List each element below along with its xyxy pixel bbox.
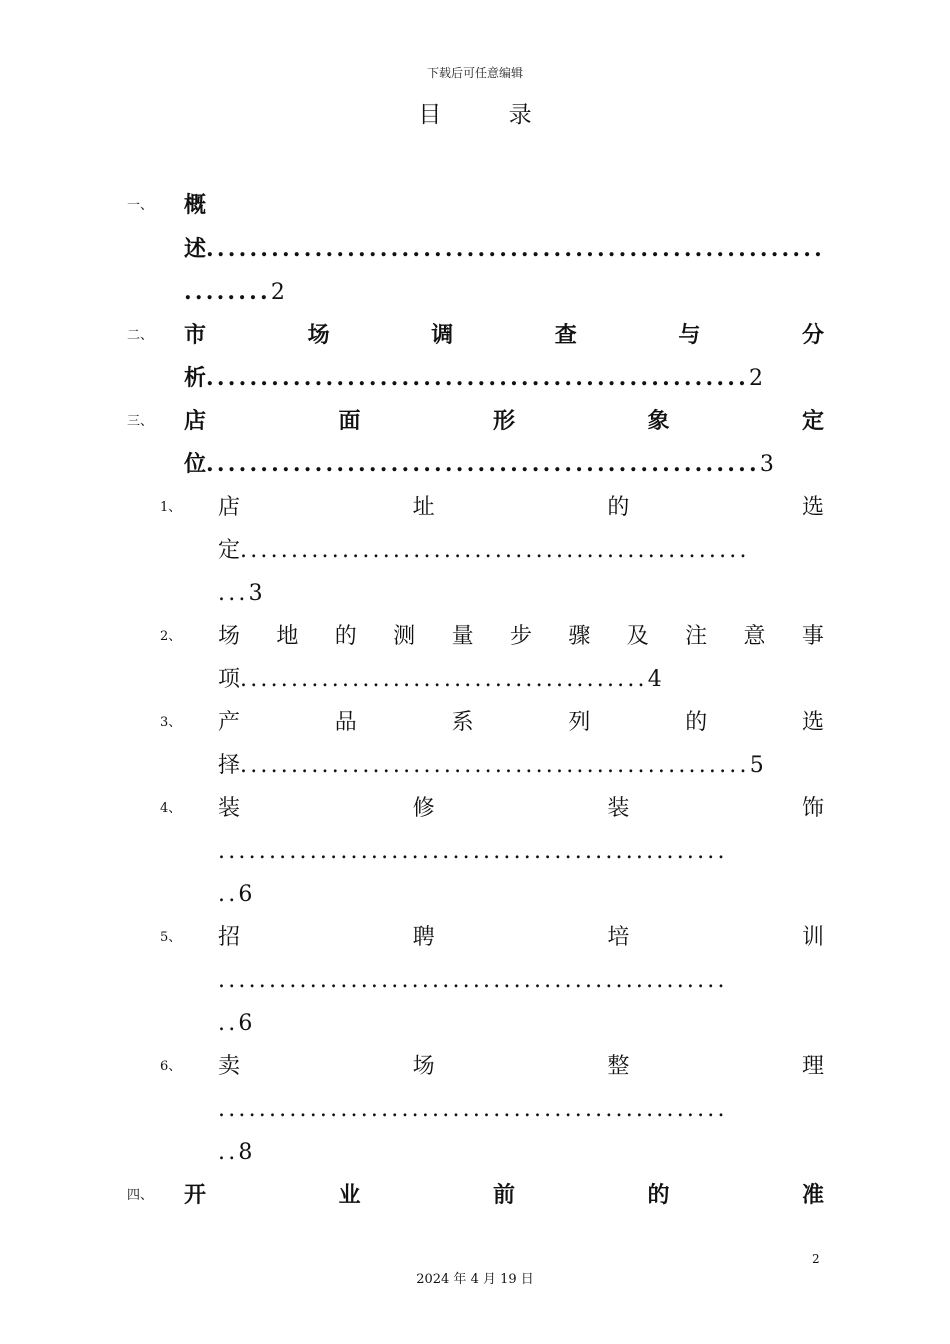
toc-title-char: 面 — [338, 408, 361, 434]
toc-title-char: 前 — [492, 1182, 515, 1208]
toc-leader-line[interactable] — [218, 1088, 728, 1131]
toc-leader-line[interactable] — [218, 959, 728, 1002]
toc-title-cont: 析 — [184, 365, 207, 391]
toc-title-char: 品 — [334, 710, 357, 735]
toc-title-char: 的 — [334, 624, 357, 649]
toc-page-number: 2 — [270, 280, 285, 305]
toc-title-char: 概 — [184, 192, 207, 218]
toc-title-char: 地 — [276, 624, 299, 649]
toc-leader-line[interactable] — [218, 873, 252, 916]
toc-leader-dots: ........ — [184, 279, 271, 305]
toc-title-char: 象 — [647, 408, 670, 434]
toc-title-char: 的 — [647, 1182, 670, 1208]
toc-title-char: 选 — [801, 710, 824, 735]
toc-leader-line[interactable] — [218, 529, 750, 572]
toc-title-char: 的 — [685, 710, 708, 735]
toc-title-line[interactable] — [184, 400, 824, 443]
toc-page-number: 6 — [238, 882, 253, 907]
toc-number: 3、 — [160, 715, 182, 730]
toc-title-char: 培 — [607, 925, 630, 950]
toc-number: 二、 — [127, 328, 154, 343]
toc-title-line[interactable] — [218, 916, 824, 959]
toc-title-char: 产 — [218, 710, 241, 735]
toc-leader-line[interactable] — [218, 1131, 252, 1174]
toc-title-char: 开 — [184, 1182, 207, 1208]
toc-leader-line[interactable] — [218, 744, 764, 787]
toc-title-char: 店 — [218, 495, 241, 520]
toc-leader-dots: .. — [218, 1011, 239, 1036]
toc-title-cont: 述 — [184, 236, 207, 262]
toc-page-number: 3 — [759, 452, 774, 477]
toc-title-char: 定 — [801, 408, 824, 434]
toc-title-char: 装 — [218, 796, 241, 821]
toc-title-char: 业 — [338, 1182, 361, 1208]
toc-number: 三、 — [127, 414, 154, 429]
toc-leader-dots: .. — [218, 1140, 239, 1165]
toc-page-number: 8 — [238, 1140, 253, 1165]
toc-title-char: 修 — [412, 796, 435, 821]
toc-title-line[interactable] — [218, 615, 824, 658]
toc-title-char: 调 — [431, 322, 454, 348]
toc-leader-dots: .................................................. — [240, 753, 750, 778]
toc-page-number: 2 — [748, 366, 763, 391]
toc-number: 四、 — [127, 1188, 154, 1203]
toc-title-char: 列 — [568, 710, 591, 735]
toc-title-char: 选 — [801, 495, 824, 520]
toc-title-char: 聘 — [412, 925, 435, 950]
footer-date: 2024 年 4 月 19 日 — [416, 1272, 534, 1287]
toc-title-char: 装 — [607, 796, 630, 821]
toc-title-line[interactable] — [218, 701, 824, 744]
toc-title-char: 饰 — [801, 796, 824, 821]
toc-title-char: 训 — [801, 925, 824, 950]
toc-leader-dots: ................................................... — [206, 451, 760, 477]
toc-number: 一、 — [127, 198, 154, 213]
toc-leader-line[interactable] — [218, 658, 662, 701]
toc-title-cont: 项 — [218, 667, 241, 692]
toc-number: 4、 — [160, 801, 182, 816]
toc-title-line[interactable] — [218, 787, 824, 830]
toc-title-line[interactable] — [218, 486, 824, 529]
toc-title-line[interactable] — [218, 1045, 824, 1088]
toc-title-char: 准 — [801, 1182, 824, 1208]
toc-title-cont: 位 — [184, 451, 207, 477]
toc-page-number: 6 — [238, 1011, 253, 1036]
toc-title-char: 分 — [801, 322, 824, 348]
toc-leader-dots: .................................................. — [218, 968, 728, 993]
toc-leader-line[interactable] — [184, 357, 763, 400]
toc-page-number: 4 — [647, 667, 662, 692]
toc-number: 1、 — [160, 500, 182, 515]
toc-title-char: 招 — [218, 925, 241, 950]
toc-page-number: 3 — [248, 581, 263, 606]
toc-number: 2、 — [160, 629, 182, 644]
toc-title-char: 测 — [393, 624, 416, 649]
toc-title-char: 卖 — [218, 1054, 241, 1079]
toc-title-char: 场 — [218, 624, 241, 649]
toc-page-number: 5 — [749, 753, 764, 778]
toc-number: 5、 — [160, 930, 182, 945]
toc-leader-line[interactable] — [218, 830, 728, 873]
toc-title-char: 店 — [184, 408, 207, 434]
toc-title-char: 与 — [678, 322, 701, 348]
toc-title-char: 整 — [607, 1054, 630, 1079]
toc-title-char: 步 — [509, 624, 532, 649]
toc-leader-dots: ........................................ — [240, 667, 648, 692]
toc-leader-dots: .................................................. — [206, 365, 749, 391]
toc-leader-dots: .................................................. — [218, 839, 728, 864]
toc-leader-dots: ... — [218, 581, 249, 606]
toc-title-char: 市 — [184, 322, 207, 348]
toc-leader-line[interactable] — [184, 271, 285, 314]
toc-leader-dots: ......................................................... — [206, 236, 825, 262]
toc-title-char: 骤 — [568, 624, 591, 649]
toc-leader-dots: .. — [218, 882, 239, 907]
page-number: 2 — [812, 1252, 820, 1266]
toc-title: 目 录 — [418, 102, 562, 128]
page-header: 下载后可任意编辑 — [426, 66, 523, 80]
toc-title-cont: 定 — [218, 538, 241, 563]
toc-title-char: 址 — [412, 495, 435, 520]
toc-title-char: 量 — [451, 624, 474, 649]
toc-title-char: 注 — [685, 624, 708, 649]
toc-title-line[interactable] — [184, 1174, 824, 1217]
toc-title-char: 系 — [451, 710, 474, 735]
toc-number: 6、 — [160, 1059, 182, 1074]
toc-title-cont: 择 — [218, 753, 241, 778]
toc-title-char: 意 — [743, 624, 766, 649]
toc-title-char: 及 — [626, 624, 649, 649]
toc-title-char: 场 — [307, 322, 330, 348]
toc-title-char: 场 — [412, 1054, 435, 1079]
toc-title-line[interactable] — [184, 314, 824, 357]
toc-title-char: 形 — [492, 408, 515, 434]
toc-title-char: 事 — [801, 624, 824, 649]
toc-leader-dots: .................................................. — [240, 538, 750, 563]
toc-leader-line[interactable] — [184, 443, 774, 486]
toc-title-char: 的 — [607, 495, 630, 520]
toc-title-char: 查 — [554, 322, 577, 348]
toc-leader-line[interactable] — [218, 1002, 252, 1045]
toc-leader-line[interactable] — [218, 572, 263, 615]
toc-title-line[interactable] — [184, 184, 206, 227]
toc-leader-dots: .................................................. — [218, 1097, 728, 1122]
toc-title-char: 理 — [801, 1054, 824, 1079]
toc-leader-line[interactable] — [184, 228, 825, 271]
